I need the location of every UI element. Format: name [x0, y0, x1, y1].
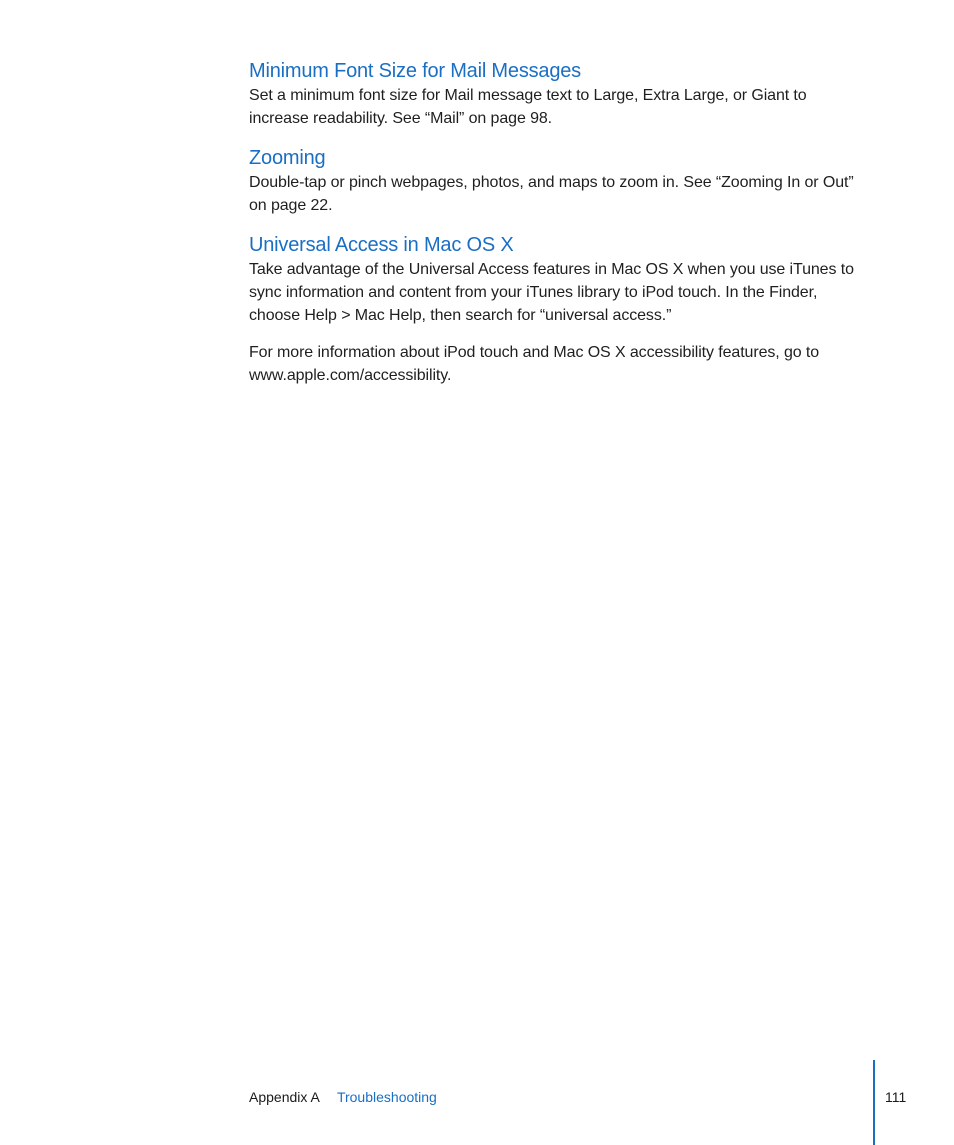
section-min-font-size	[249, 58, 864, 130]
page-footer	[249, 1088, 437, 1106]
section-heading: Minimum Font Size for Mail Messages	[249, 60, 581, 82]
section-paragraph: For more information about iPod touch and Mac OS X accessibility features, go to www.apple.com/accessibility.	[249, 344, 820, 384]
section-paragraph: Take advantage of the Universal Access features in Mac OS X when you use iTunes to sync information and content from your iTunes library to iPod touch. In the Finder, choose Help > Mac Help, then search for “universal access.”	[249, 261, 854, 324]
section-heading: Universal Access in Mac OS X	[249, 234, 514, 256]
footer-chapter-title: Troubleshooting	[336, 1089, 437, 1105]
section-universal-access	[249, 232, 864, 387]
section-paragraph: Double-tap or pinch webpages, photos, and maps to zoom in. See “Zooming In or Out” on page 22.	[249, 174, 854, 214]
section-zooming	[249, 145, 864, 217]
section-heading: Zooming	[249, 147, 326, 169]
footer-appendix-label: Appendix A	[249, 1089, 320, 1105]
page-content	[249, 58, 864, 402]
page-number: 111	[885, 1089, 907, 1105]
footer-divider	[873, 1060, 875, 1145]
section-paragraph: Set a minimum font size for Mail message text to Large, Extra Large, or Giant to increase readability. See “Mail” on page 98.	[249, 87, 807, 127]
